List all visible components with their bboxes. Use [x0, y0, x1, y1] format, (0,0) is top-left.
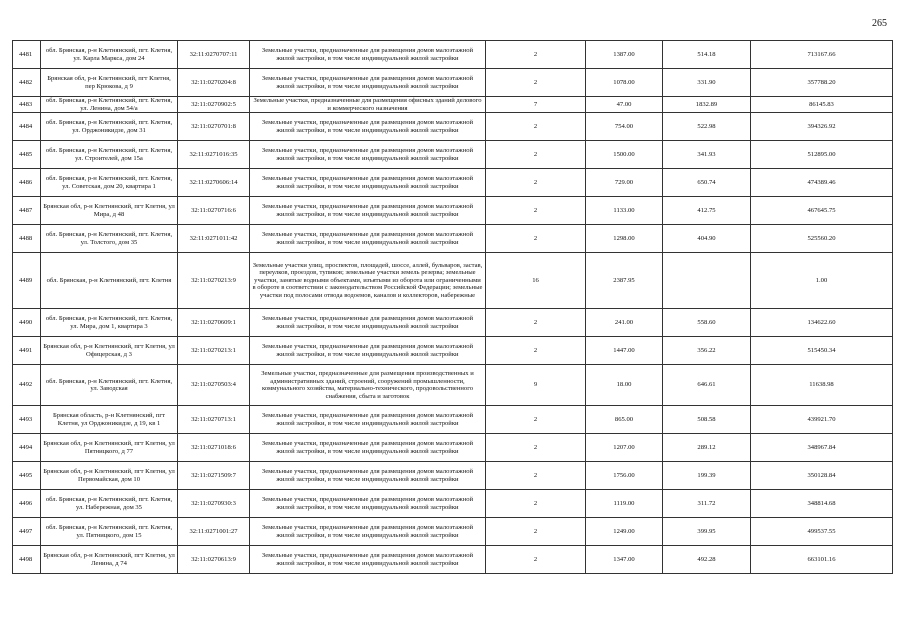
cell-num: 4493: [13, 406, 41, 434]
cell-value: 713167.66: [751, 41, 893, 69]
table-row: [13, 462, 893, 490]
cell-area: 1249.00: [586, 518, 663, 546]
cell-value: 499537.55: [751, 518, 893, 546]
table-row: [13, 546, 893, 574]
cell-num: 4496: [13, 490, 41, 518]
table-row: [13, 113, 893, 141]
cell-rate: 1832.89: [663, 97, 751, 113]
cell-cadastral: 32:11:0270713:1: [178, 406, 250, 434]
table-row: [13, 434, 893, 462]
cell-cadastral: 32:11:0270613:9: [178, 546, 250, 574]
cell-num: 4482: [13, 69, 41, 97]
cell-value: 439921.70: [751, 406, 893, 434]
cell-num: 4483: [13, 97, 41, 113]
cell-use: Земельные участки, предназначенные для размещения домов малоэтажной жилой застройки, в том числе индивидуальной жилой застройки: [250, 337, 486, 365]
cell-area: 47.00: [586, 97, 663, 113]
cell-rate: 331.90: [663, 69, 751, 97]
cell-address: Брянская обл, р-н Клетнянский, пгт Клетня, пер Крюкова, д 9: [41, 69, 178, 97]
cell-use: Земельные участки, предназначенные для размещения домов малоэтажной жилой застройки, в том числе индивидуальной жилой застройки: [250, 490, 486, 518]
cell-value: 348814.68: [751, 490, 893, 518]
cell-value: 394326.92: [751, 113, 893, 141]
cell-cadastral: 32:11:0270701:8: [178, 113, 250, 141]
cell-value: 348967.84: [751, 434, 893, 462]
cell-cadastral: 32:11:0270503:4: [178, 365, 250, 406]
cell-address: обл. Брянская, р-н Клетнянский, пгт. Клетня: [41, 253, 178, 309]
cell-group: 16: [486, 253, 586, 309]
cell-use: Земельные участки, предназначенные для размещения домов малоэтажной жилой застройки, в том числе индивидуальной жилой застройки: [250, 434, 486, 462]
cell-use: Земельные участки, предназначенные для размещения домов малоэтажной жилой застройки, в том числе индивидуальной жилой застройки: [250, 225, 486, 253]
cell-area: 865.00: [586, 406, 663, 434]
cell-group: 2: [486, 113, 586, 141]
cell-use: Земельные участки, предназначенные для размещения домов малоэтажной жилой застройки, в том числе индивидуальной жилой застройки: [250, 113, 486, 141]
cell-address: Брянская обл, р-н Клетнянский, пгт Клетня, ул Первомайская, дом 10: [41, 462, 178, 490]
cell-group: 2: [486, 490, 586, 518]
cell-cadastral: 32:11:0271016:35: [178, 141, 250, 169]
cell-use: Земельные участки, предназначенные для размещения домов малоэтажной жилой застройки, в том числе индивидуальной жилой застройки: [250, 169, 486, 197]
cell-area: 1298.00: [586, 225, 663, 253]
cell-area: 754.00: [586, 113, 663, 141]
cell-use: Земельные участки, предназначенные для размещения домов малоэтажной жилой застройки, в том числе индивидуальной жилой застройки: [250, 41, 486, 69]
table-row: [13, 406, 893, 434]
cell-group: 2: [486, 546, 586, 574]
cell-use: Земельные участки, предназначенные для размещения домов малоэтажной жилой застройки, в том числе индивидуальной жилой застройки: [250, 197, 486, 225]
cell-value: 350128.84: [751, 462, 893, 490]
table-row: [13, 365, 893, 406]
cell-cadastral: 32:11:0270930:3: [178, 490, 250, 518]
table-row: [13, 309, 893, 337]
cell-cadastral: 32:11:0270609:1: [178, 309, 250, 337]
cell-cadastral: 32:11:0271018:6: [178, 434, 250, 462]
cell-address: обл. Брянская, р-н Клетнянский, пгт. Клетня, ул. Заводская: [41, 365, 178, 406]
cell-use: Земельные участки, предназначенные для размещения домов малоэтажной жилой застройки, в том числе индивидуальной жилой застройки: [250, 462, 486, 490]
cell-cadastral: 32:11:0270204:8: [178, 69, 250, 97]
cell-use: Земельные участки, предназначенные для размещения домов малоэтажной жилой застройки, в том числе индивидуальной жилой застройки: [250, 518, 486, 546]
cell-group: 2: [486, 337, 586, 365]
cell-rate: 558.60: [663, 309, 751, 337]
cell-address: обл. Брянская, р-н Клетнянский, пгт. Клетня, ул. Пятницкого, дом 15: [41, 518, 178, 546]
cell-cadastral: 32:11:0271001:27: [178, 518, 250, 546]
cell-area: 18.00: [586, 365, 663, 406]
cell-value: 86145.83: [751, 97, 893, 113]
cell-cadastral: 32:11:0270213:9: [178, 253, 250, 309]
page-number: 265: [872, 18, 887, 29]
cell-address: обл. Брянская, р-н Клетнянский, пгт. Клетня, ул. Орджоникидзе, дом 31: [41, 113, 178, 141]
cell-use: Земельные участки, предназначенные для размещения домов малоэтажной жилой застройки, в том числе индивидуальной жилой застройки: [250, 309, 486, 337]
cell-address: обл. Брянская, р-н Клетнянский, пгт. Клетня, ул. Карла Маркса, дом 24: [41, 41, 178, 69]
cell-value: 1.00: [751, 253, 893, 309]
table-row: [13, 41, 893, 69]
cell-num: 4491: [13, 337, 41, 365]
cell-num: 4484: [13, 113, 41, 141]
cell-value: 663101.16: [751, 546, 893, 574]
cell-cadastral: 32:11:0270902:5: [178, 97, 250, 113]
cell-address: обл. Брянская, р-н Клетнянский, пгт. Клетня, ул. Ленина, дом 54/а: [41, 97, 178, 113]
cell-value: 467645.75: [751, 197, 893, 225]
cell-address: обл. Брянская, р-н Клетнянский, пгт. Клетня, ул. Строителей, дом 15а: [41, 141, 178, 169]
cell-value: 134622.60: [751, 309, 893, 337]
cell-area: 1207.00: [586, 434, 663, 462]
cell-address: обл. Брянская, р-н Клетнянский, пгт. Клетня, ул. Мира, дом 1, квартира 3: [41, 309, 178, 337]
cell-rate: 341.93: [663, 141, 751, 169]
table-row: [13, 518, 893, 546]
cell-group: 7: [486, 97, 586, 113]
cell-address: обл. Брянская, р-н Клетнянский, пгт. Клетня, ул. Толстого, дом 35: [41, 225, 178, 253]
cell-cadastral: 32:11:0271011:42: [178, 225, 250, 253]
cell-rate: 492.28: [663, 546, 751, 574]
cell-rate: 508.58: [663, 406, 751, 434]
cell-area: 1500.00: [586, 141, 663, 169]
cell-cadastral: 32:11:0270606:14: [178, 169, 250, 197]
cell-address: Брянская область, р-н Клетнянский, пгт Клетня, ул Орджоникидзе, д 19, кв 1: [41, 406, 178, 434]
cell-num: 4488: [13, 225, 41, 253]
cell-cadastral: 32:11:0270213:1: [178, 337, 250, 365]
cell-group: 2: [486, 197, 586, 225]
cell-num: 4497: [13, 518, 41, 546]
cell-rate: 356.22: [663, 337, 751, 365]
table-row: [13, 337, 893, 365]
cell-group: 9: [486, 365, 586, 406]
table-row: [13, 169, 893, 197]
cell-address: Брянская обл, р-н Клетнянский, пгт Клетня, ул Ленина, д 74: [41, 546, 178, 574]
cell-num: 4481: [13, 41, 41, 69]
cell-rate: [663, 253, 751, 309]
table-row: [13, 225, 893, 253]
cell-rate: 650.74: [663, 169, 751, 197]
cell-use: Земельные участки, предназначенные для размещения офисных зданий делового и коммерческого назначения: [250, 97, 486, 113]
cell-use: Земельные участки, предназначенные для размещения домов малоэтажной жилой застройки, в том числе индивидуальной жилой застройки: [250, 406, 486, 434]
cell-area: 2387.95: [586, 253, 663, 309]
cell-group: 2: [486, 518, 586, 546]
table-row: [13, 490, 893, 518]
cell-rate: 199.39: [663, 462, 751, 490]
cell-value: 474389.46: [751, 169, 893, 197]
cell-value: 525560.20: [751, 225, 893, 253]
cell-rate: 404.90: [663, 225, 751, 253]
cell-group: 2: [486, 41, 586, 69]
cell-value: 515450.34: [751, 337, 893, 365]
cell-use: Земельные участки, предназначенные для размещения производственных и административных зданий, строений, сооружений промышленности, коммунального хозяйства, материально-технического, продовольственного снабжения, сбыта и заготовок: [250, 365, 486, 406]
cell-num: 4487: [13, 197, 41, 225]
cell-num: 4486: [13, 169, 41, 197]
cell-use: Земельные участки, предназначенные для размещения домов малоэтажной жилой застройки, в том числе индивидуальной жилой застройки: [250, 141, 486, 169]
cadastral-value-table: [12, 40, 893, 574]
cell-cadastral: 32:11:0271509:7: [178, 462, 250, 490]
cell-group: 2: [486, 69, 586, 97]
cell-address: Брянская обл, р-н Клетнянский, пгт Клетня, ул Офицерская, д 3: [41, 337, 178, 365]
cell-rate: 646.61: [663, 365, 751, 406]
cell-num: 4492: [13, 365, 41, 406]
cell-area: 1387.00: [586, 41, 663, 69]
cell-group: 2: [486, 169, 586, 197]
cell-rate: 412.75: [663, 197, 751, 225]
cell-area: 1119.00: [586, 490, 663, 518]
cell-num: 4489: [13, 253, 41, 309]
cell-num: 4498: [13, 546, 41, 574]
cell-group: 2: [486, 141, 586, 169]
cell-address: Брянская обл, р-н Клетнянский, пгт Клетня, ул Пятницкого, д 77: [41, 434, 178, 462]
cell-group: 2: [486, 434, 586, 462]
cell-area: 1078.00: [586, 69, 663, 97]
cell-group: 2: [486, 406, 586, 434]
cell-value: 11638.98: [751, 365, 893, 406]
cell-area: 1447.00: [586, 337, 663, 365]
table-row: [13, 253, 893, 309]
cell-group: 2: [486, 462, 586, 490]
table-row: [13, 197, 893, 225]
cell-rate: 399.95: [663, 518, 751, 546]
cell-group: 2: [486, 309, 586, 337]
cell-area: 241.00: [586, 309, 663, 337]
cell-value: 357788.20: [751, 69, 893, 97]
cell-num: 4485: [13, 141, 41, 169]
table-body: [13, 41, 893, 574]
cell-num: 4495: [13, 462, 41, 490]
cell-value: 512895.00: [751, 141, 893, 169]
cell-area: 729.00: [586, 169, 663, 197]
cell-rate: 289.12: [663, 434, 751, 462]
cell-rate: 522.98: [663, 113, 751, 141]
cell-area: 1133.00: [586, 197, 663, 225]
cell-address: Брянская обл, р-н Клетнянский, пгт Клетня, ул Мира, д 48: [41, 197, 178, 225]
cell-rate: 514.18: [663, 41, 751, 69]
cell-rate: 311.72: [663, 490, 751, 518]
table-row: [13, 69, 893, 97]
cell-cadastral: 32:11:0270716:6: [178, 197, 250, 225]
table-row: [13, 97, 893, 113]
cell-address: обл. Брянская, р-н Клетнянский, пгт. Клетня, ул. Советская, дом 20, квартира 1: [41, 169, 178, 197]
cell-use: Земельные участки, предназначенные для размещения домов малоэтажной жилой застройки, в том числе индивидуальной жилой застройки: [250, 546, 486, 574]
table-row: [13, 141, 893, 169]
cell-area: 1756.00: [586, 462, 663, 490]
cell-num: 4494: [13, 434, 41, 462]
cell-address: обл. Брянская, р-н Клетнянский, пгт. Клетня, ул. Набережная, дом 35: [41, 490, 178, 518]
cell-cadastral: 32:11:0270707:11: [178, 41, 250, 69]
cell-use: Земельные участки улиц, проспектов, площадей, шоссе, аллей, бульваров, застав, переулков, проездов, тупиков; земельные участки земель резерва; земельные участки, занятые водными объектами, изъятыми из оборота или ограниченными в обороте в соответствии с законодательством Российской Федерации; земельные участки под полосами отвода водоемов, каналов и коллекторов, набережные: [250, 253, 486, 309]
cell-group: 2: [486, 225, 586, 253]
cell-area: 1347.00: [586, 546, 663, 574]
cell-num: 4490: [13, 309, 41, 337]
cell-use: Земельные участки, предназначенные для размещения домов малоэтажной жилой застройки, в том числе индивидуальной жилой застройки: [250, 69, 486, 97]
